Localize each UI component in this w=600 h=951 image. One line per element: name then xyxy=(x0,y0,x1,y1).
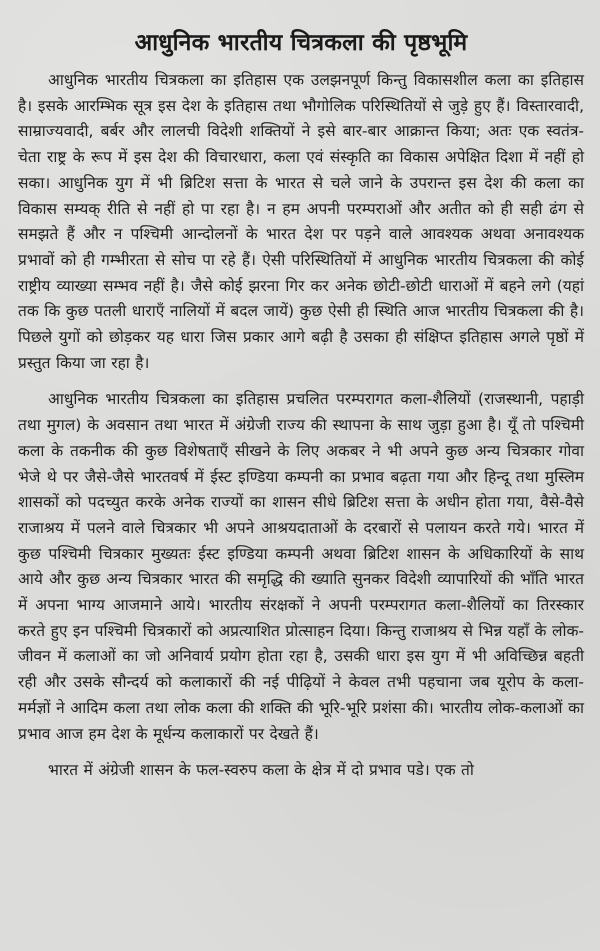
page-title: आधुनिक भारतीय चित्रकला की पृष्ठभूमि xyxy=(134,30,468,56)
paragraph-2: आधुनिक भारतीय चित्रकला का इतिहास प्रचलित परम्परागत कला-शैलियों (राजस्थानी, पहाड़ी तथा मुगल) के अवसान तथा भारत में अंग्रेजी राज्य की स्थापना के साथ जुड़ा हुआ है। यूँ तो पश्चिमी कला के तकनीक की कुछ विशेषताएँ सीखने के लिए अकबर ने भी अपने कुछ अन्य चित्रकार गोवा भेजे थे पर जैसे-जैसे भारतवर्ष में ईस्ट इण्डिया कम्पनी का प्रभाव बढ़ता गया और हिन्दू तथा मुस्लिम शासकों को पदच्युत करके अनेक राज्यों का शासन सीधे ब्रिटिश सत्ता के अधीन होता गया, वैसे-वैसे राजाश्रय में पलने वाले चित्रकार भी अपने आश्रयदाताओं के दरबारों से पलायन करते गये। भारत में कुछ पश्चिमी चित्रकार मुख्यतः ईस्ट इण्डिया कम्पनी अथवा ब्रिटिश शासन के अधिकारियों के साथ आये और कुछ अन्य चित्रकार भारत की समृद्धि की ख्याति सुनकर विदेशी व्यापारियों की भाँति भारत में अपना भाग्य आजमाने आये। भारतीय संरक्षकों ने अपनी परम्परागत कला-शैलियों का तिरस्कार करते हुए इन पश्चिमी चित्रकारों को अप्रत्याशित प्रोत्साहन दिया। किन्तु राजाश्रय से भिन्न यहाँ के लोक-जीवन में कलाओं का जो अनिवार्य प्रयोग होता रहा है, उसकी धारा इस युग में भी अविच्छिन्न बहती रही और उसके सौन्दर्य को कलाकारों की नई पीढ़ियों ने केवल तभी पहचाना जब यूरोप के कला-मर्मज्ञों ने आदिम कला तथा लोक कला की शक्ति की भूरि-भूरि प्रशंसा की। भारतीय लोक-कलाओं का प्रभाव आज हम देश के मूर्धन्य कलाकारों पर देखते हैं। xyxy=(18,390,584,743)
paragraph-1: आधुनिक भारतीय चित्रकला का इतिहास एक उलझनपूर्ण किन्तु विकासशील कला का इतिहास है। इसके आरम्भिक सूत्र इस देश के इतिहास तथा भौगोलिक परिस्थितियों से जुड़े हुए हैं। विस्तारवादी, साम्राज्यवादी, बर्बर और लालची विदेशी शक्तियों ने इसे बार-बार आक्रान्त किया; अतः एक स्वतंत्र-चेता राष्ट्र के रूप में इस देश की विचारधारा, कला एवं संस्कृति का विकास अपेक्षित दिशा में नहीं हो सका। आधुनिक युग में भी ब्रिटिश सत्ता के भारत से चले जाने के उपरान्त इस देश की कला का विकास सम्यक् रीति से नहीं हो पा रहा है। न हम अपनी परम्पराओं और अतीत को ही सही ढंग से समझते हैं और न पश्चिमी आन्दोलनों के भारत देश पर पड़ने वाले आवश्यक अथवा अनावश्यक प्रभावों को ही गम्भीरता से सोच पा रहे हैं। ऐसी परिस्थितियों में आधुनिक भारतीय चित्रकला की कोई राष्ट्रीय व्याख्या सम्भव नहीं है। जैसे कोई झरना गिर कर अनेक छोटी-छोटी धाराओं में बहने लगे (यहां तक कि कुछ पतली धाराएँ नालियों में बदल जायें) कुछ ऐसी ही स्थिति आज भारतीय चित्रकला की है। पिछले युगों को छोड़कर यह धारा जिस प्रकार आगे बढ़ी है उसका ही संक्षिप्त इतिहास अगले पृष्ठों में प्रस्तुत किया जा रहा है। xyxy=(18,71,584,372)
paragraph-3: भारत में अंग्रेजी शासन के फल-स्वरुप कला के क्षेत्र में दो प्रभाव पडे। एक तो xyxy=(48,761,474,780)
